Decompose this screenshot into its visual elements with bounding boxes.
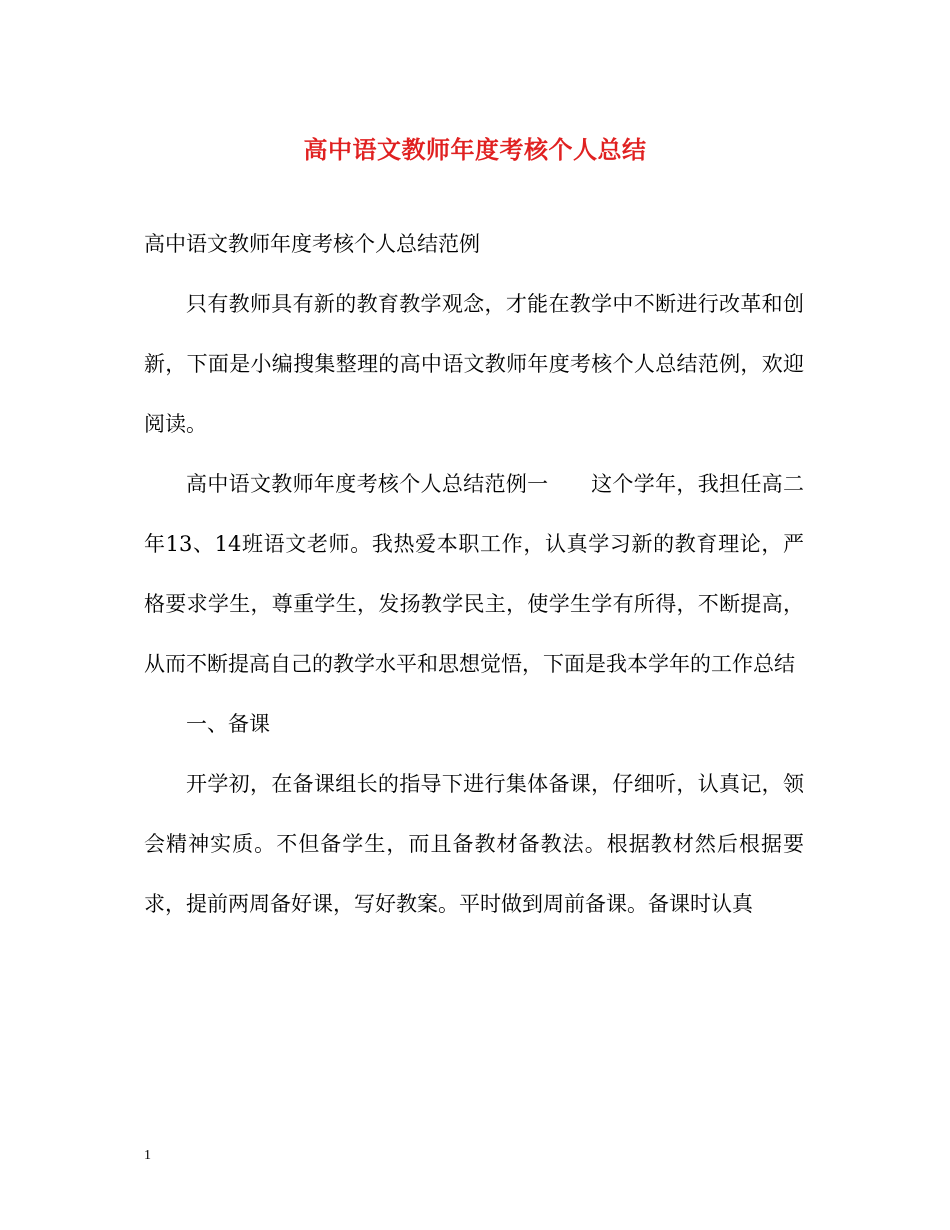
paragraph-lesson-prep: 开学初，在备课组长的指导下进行集体备课，仔细听，认真记，领会精神实质。不但备学生，而且备教材备教法。根据教材然后根据要求，提前两周备好课，写好教案。平时做到周前备课。备课时认真	[144, 772, 804, 916]
paragraph-example-one: 高中语文教师年度考核个人总结范例一 这个学年，我担任高二年13、14班语文老师。我热爱本职工作，认真学习新的教育理论，严格要求学生，尊重学生，发扬教学民主，使学生学有所得，不断提高，从而不断提高自己的教学水平和思想觉悟，下面是我本学年的工作总结	[144, 472, 804, 676]
document-body	[144, 214, 804, 934]
paragraph-subtitle: 高中语文教师年度考核个人总结范例	[144, 232, 480, 256]
document-title: 高中语文教师年度考核个人总结	[303, 135, 647, 164]
section-heading-lesson-prep: 一、备课	[186, 712, 270, 736]
paragraph-intro: 只有教师具有新的教育教学观念，才能在教学中不断进行改革和创新，下面是小编搜集整理的高中语文教师年度考核个人总结范例，欢迎阅读。	[144, 292, 804, 436]
page-number: 1	[144, 1148, 151, 1163]
